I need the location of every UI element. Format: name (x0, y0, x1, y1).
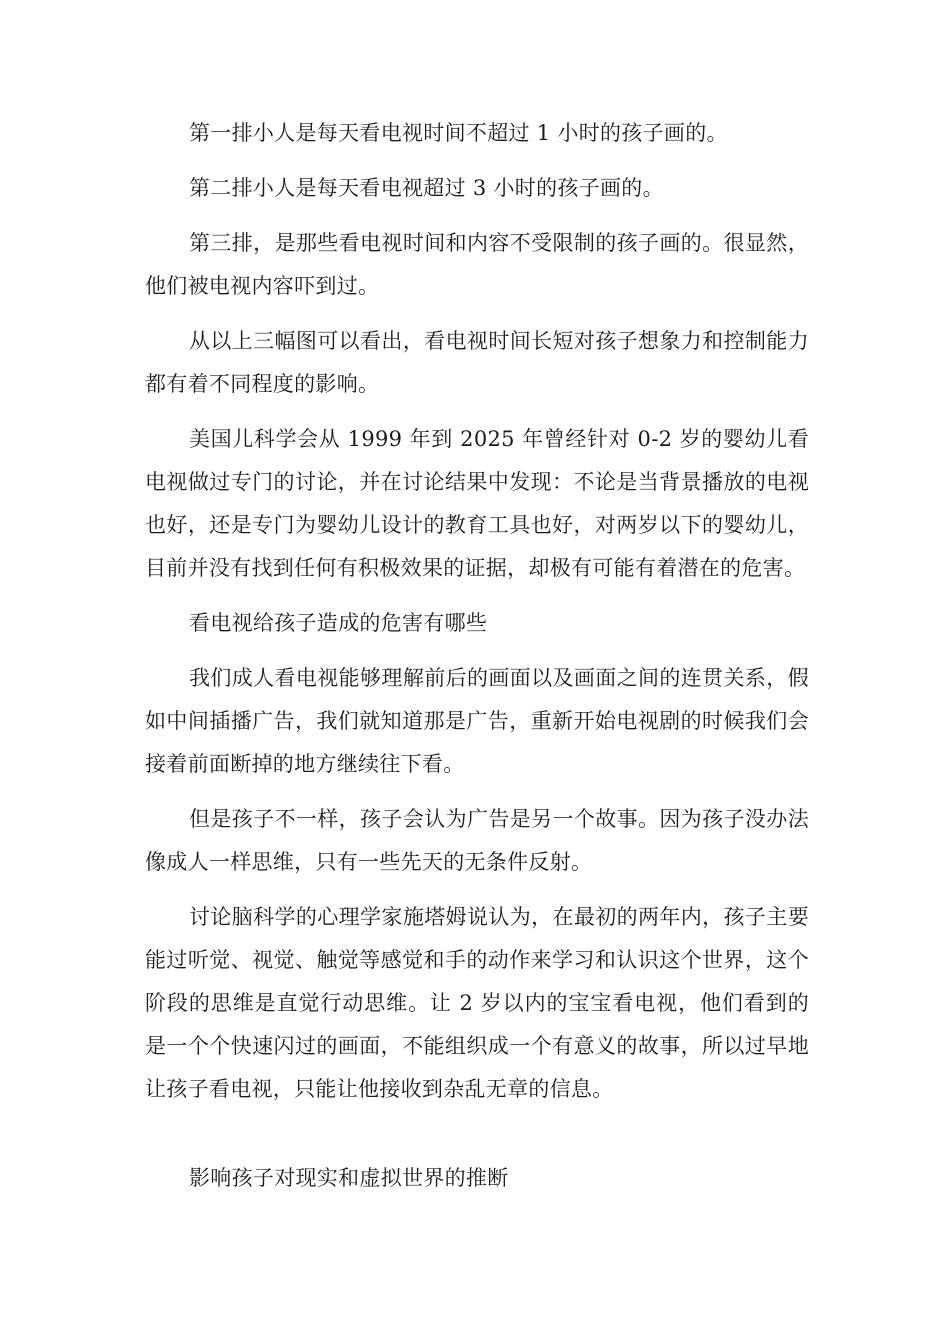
section-heading-harms: 看电视给孩子造成的危害有哪些 (189, 611, 488, 635)
paragraph-aap-study: 美国儿科学会从 1999 年到 2025 年曾经针对 0-2 岁的婴幼儿看电视做过专门的讨论，并在讨论结果中发现：不论是当背景播放的电视也好，还是专门为婴幼儿设计的教育工具也好，对两岁以下的婴幼儿，目前并没有找到任何有积极效果的证据，却极有可能有着潜在的危害。 (145, 427, 809, 580)
paragraph-row-two: 第二排小人是每天看电视超过 3 小时的孩子画的。 (189, 176, 664, 200)
paragraph-brain-science: 讨论脑科学的心理学家施塔姆说认为，在最初的两年内，孩子主要能过听觉、视觉、触觉等感觉和手的动作来学习和认识这个世界，这个阶段的思维是直觉行动思维。让 2 岁以内的宝宝看电视，他们看到的是一个个快速闪过的画面，不能组织成一个有意义的故事，所以过早地让孩子看电视，只能让他接收到杂乱无章的信息。 (145, 905, 809, 1101)
section-heading-reality: 影响孩子对现实和虚拟世界的推断 (189, 1166, 509, 1190)
paragraph-row-three: 第三排，是那些看电视时间和内容不受限制的孩子画的。很显然，他们被电视内容吓到过。 (145, 231, 809, 298)
paragraph-child-difference: 但是孩子不一样，孩子会认为广告是另一个故事。因为孩子没办法像成人一样思维，只有一些先天的无条件反射。 (145, 807, 809, 874)
paragraph-row-one: 第一排小人是每天看电视时间不超过 1 小时的孩子画的。 (189, 121, 728, 145)
paragraph-conclusion: 从以上三幅图可以看出，看电视时间长短对孩子想象力和控制能力都有着不同程度的影响。 (145, 329, 809, 396)
paragraph-adult-viewing: 我们成人看电视能够理解前后的画面以及画面之间的连贯关系，假如中间插播广告，我们就知道那是广告，重新开始电视剧的时候我们会接着前面断掉的地方继续往下看。 (145, 666, 809, 776)
document-body (145, 112, 809, 1212)
